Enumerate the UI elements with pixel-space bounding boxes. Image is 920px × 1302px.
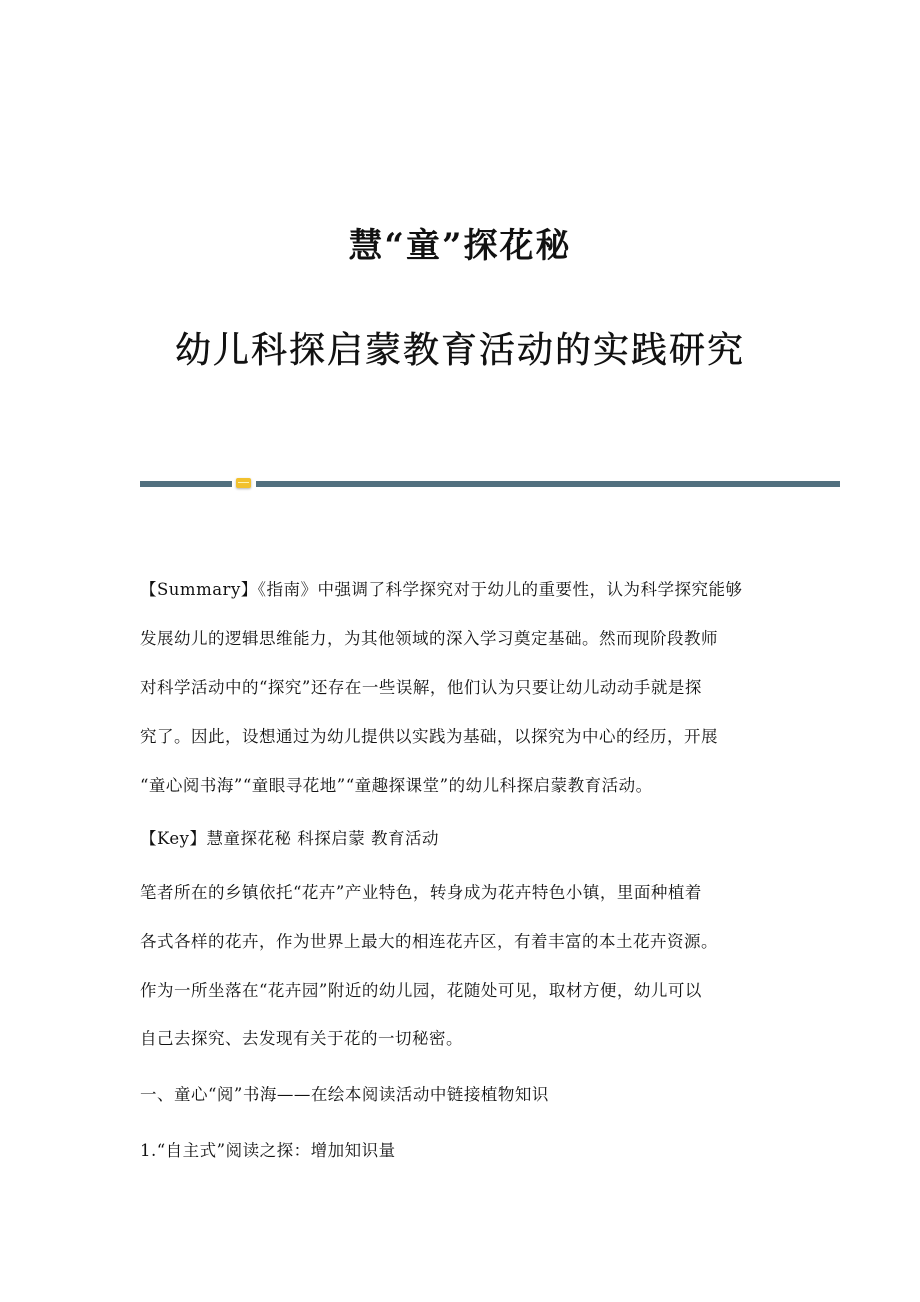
intro-line: 各式各样的花卉，作为世界上最大的相连花卉区，有着丰富的本土花卉资源。 [140, 932, 718, 951]
summary-line: 究了。因此，设想通过为幼儿提供以实践为基础，以探究为中心的经历，开展 [140, 727, 718, 746]
summary-line: 对科学活动中的“探究”还存在一些误解，他们认为只要让幼儿动动手就是探 [140, 678, 702, 697]
subsection-heading: 1.“自主式”阅读之探：增加知识量 [140, 1141, 396, 1160]
intro-line: 作为一所坐落在“花卉园”附近的幼儿园，花随处可见，取材方便，幼儿可以 [140, 981, 702, 1000]
divider-right [256, 481, 840, 487]
document-subtitle: 幼儿科探启蒙教育活动的实践研究 [174, 330, 745, 371]
divider-left [140, 481, 232, 487]
summary-line: 发展幼儿的逻辑思维能力，为其他领域的深入学习奠定基础。然而现阶段教师 [140, 629, 718, 648]
summary-line: “童心阅书海”“童眼寻花地”“童趣探课堂”的幼儿科探启蒙教育活动。 [140, 776, 653, 795]
document-title: 慧“童”探花秘 [348, 226, 572, 266]
keywords: 【Key】慧童探花秘 科探启蒙 教育活动 [140, 829, 439, 848]
intro-line: 笔者所在的乡镇依托“花卉”产业特色，转身成为花卉特色小镇，里面种植着 [140, 883, 702, 902]
intro-line: 自己去探究、去发现有关于花的一切秘密。 [140, 1029, 463, 1048]
section-heading: 一、童心“阅”书海——在绘本阅读活动中链接植物知识 [140, 1085, 549, 1104]
divider-emblem-icon [236, 478, 251, 488]
summary-line: 【Summary】《指南》中强调了科学探究对于幼儿的重要性，认为科学探究能够 [140, 580, 743, 599]
